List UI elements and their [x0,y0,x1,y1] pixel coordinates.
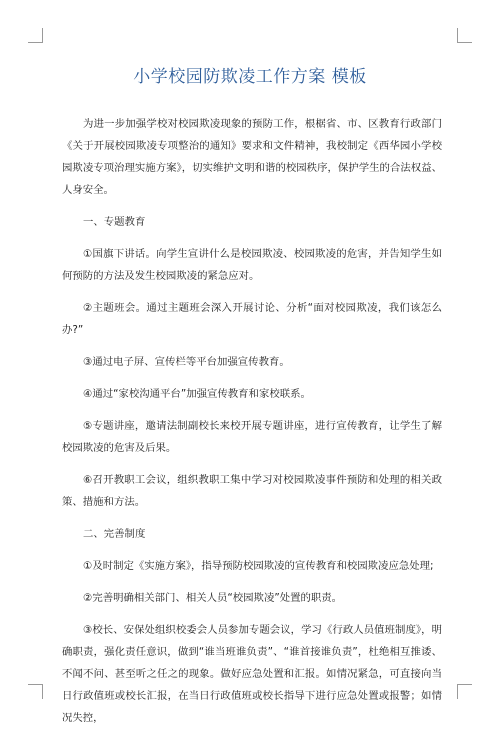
list-item-class-meeting: ②主题班会。通过主题班会深入开展讨论、分析“面对校园欺凌，我们该怎么办?” [62,302,442,336]
document-title: 小学校园防欺凌工作方案 模板 [133,67,367,87]
crop-mark-bottom-left [28,684,43,699]
document-body [62,113,442,729]
intro-paragraph: 为进一步加强学校对校园欺凌现象的预防工作，根椐省、市、区教育行政部门《关于开展校园欺凌专项整治的通知》要求和文件精神，我校制定《西华园小学校园欺凌专项治理实施方案》，切实维护文明和谐的校园秩序，保护学生的合法权益、人身安全。 [62,118,442,196]
list-item-staff-meeting: ⑥召开教职工会议，组织教职工集中学习对校园欺凌事件预防和处理的相关政策、措施和方法。 [62,474,442,508]
section-heading-system: 二、完善制度 [83,528,146,540]
list-item-screen-board: ③通过电子屏、宣传栏等平台加强宣传教育。 [83,356,290,368]
crop-mark-top-left [28,28,43,43]
list-item-plan: ①及时制定《实施方案》，指导预防校园欺凌的宣传教育和校园欺凌应急处理; [83,560,434,572]
crop-mark-bottom-right [457,684,472,699]
list-item-flag-speech: ①国旗下讲话。向学生宣讲什么是校园欺凌、校园欺凌的危害，并告知学生如何预防的方法及发生校园欺凌的紧急应对。 [62,248,442,282]
list-item-principal-meeting: ③校长、安保处组织校委会人员参加专题会议，学习《行政人员值班制度》，明确职责，强化责任意识，做到“谁当班谁负责”、“谁首接谁负责”，杜绝相互推诿、不闻不问、甚至听之任之的现象。做好应急处置和汇报。如情况紧急，可直接向当日行政值班或校长汇报，在当日行政值班或校长指导下进行应急处置或报警；如情况失控， [62,624,442,724]
crop-mark-top-right [457,28,472,43]
list-item-lecture: ⑤专题讲座，邀请法制副校长来校开展专题讲座，进行宣传教育，让学生了解校园欺凌的危害及后果。 [62,420,442,454]
section-heading-education: 一、专题教育 [83,216,146,228]
list-item-duties: ②完善明确相关部门、相关人员“校园欺凌”处置的职责。 [83,592,343,604]
list-item-home-school: ④通过“家校沟通平台”加强宣传教育和家校联系。 [83,388,311,400]
